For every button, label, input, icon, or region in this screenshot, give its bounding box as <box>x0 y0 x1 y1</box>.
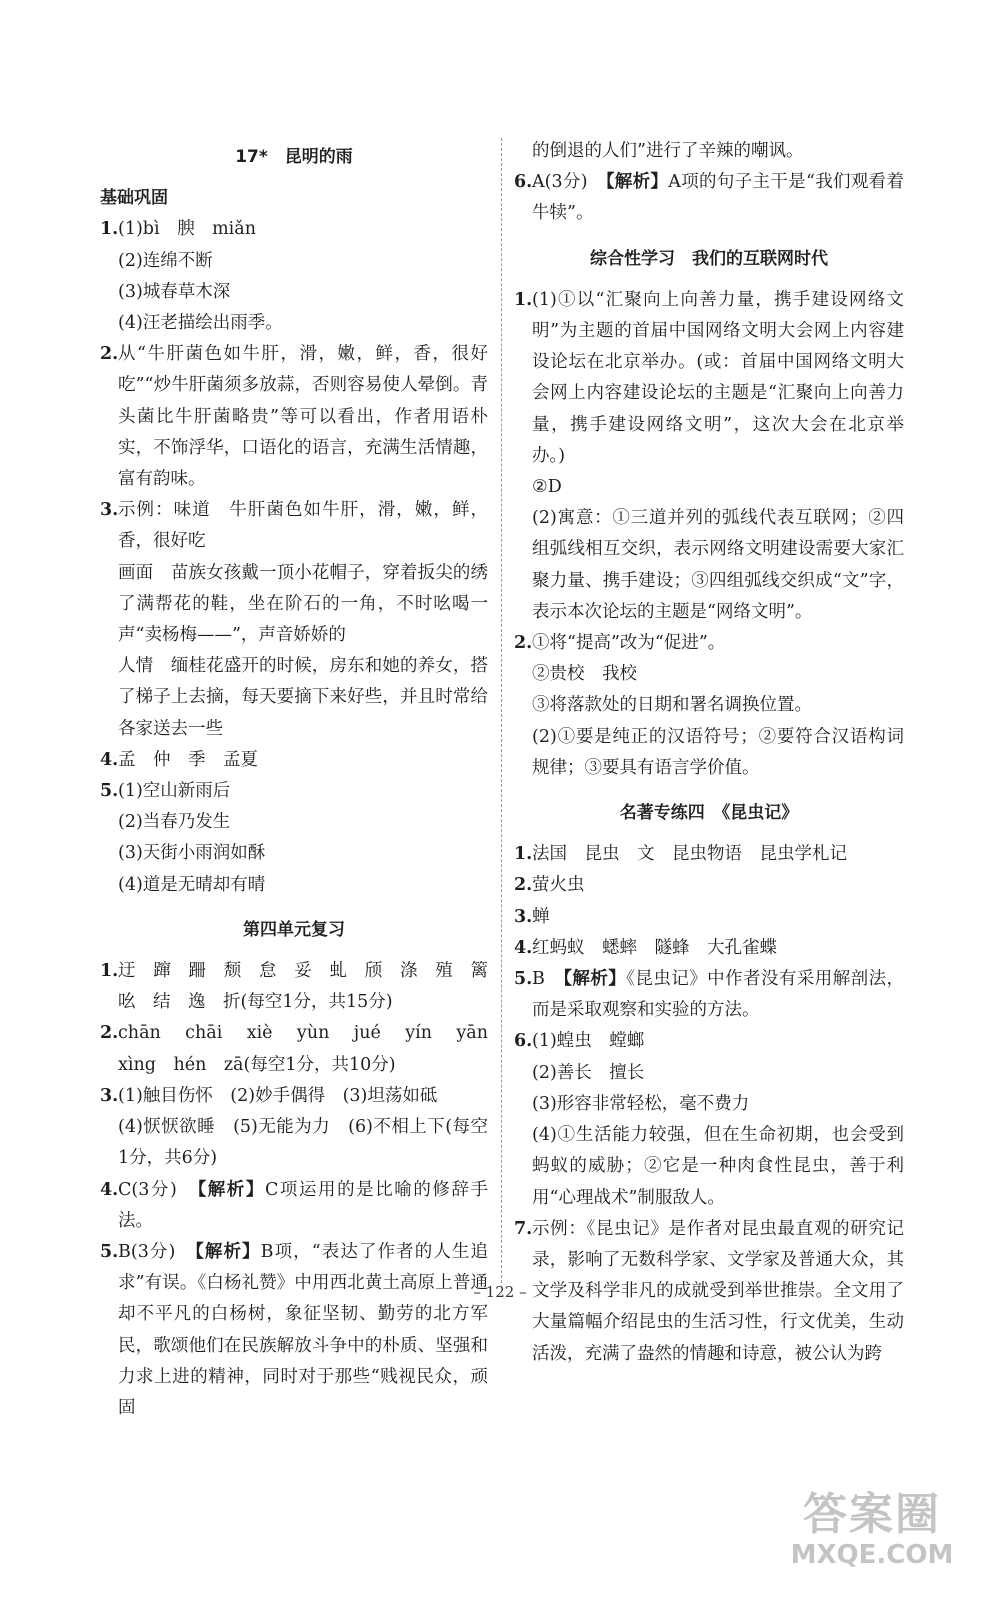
answer-text: 从“牛肝菌色如牛肝，滑，嫩，鲜，香，很好吃”“炒牛肝菌须多放蒜，否则容易使人晕倒。青头菌比牛肝菌略贵”等可以看出，作者用语朴实，不饰浮华，口语化的语言，充满生活情趣，富有韵味。 <box>118 344 488 490</box>
activity-question-1 <box>514 285 904 628</box>
answer-paragraph: (2)寓意：①三道并列的弧线代表互联网；②四组弧线相互交织，表示网络文明建设需要大家汇聚力量、携手建设；③四组弧线交织成“文”字，表示本次论坛的主题是“网络文明”。 <box>532 508 904 622</box>
question-5 <box>100 776 488 901</box>
question-number: 1. <box>514 844 533 865</box>
question-number: 7. <box>514 1218 533 1239</box>
answer-text: chān chāi xiè yùn jué yín yān xìng hén zā(每空1分，共10分) <box>118 1023 506 1075</box>
answer-line: (4)①生活能力较强，但在生命初期，也会受到蚂蚁的威胁；②它是一种肉食性昆虫，善于利用“心理战术”制服敌人。 <box>532 1125 904 1208</box>
review-question-1 <box>100 956 506 1018</box>
analysis-label: 【解析】 <box>195 1241 261 1262</box>
column-divider <box>501 138 502 1288</box>
lesson-title: 17* 昆明的雨 <box>235 147 353 167</box>
question-number: 5. <box>100 1241 119 1262</box>
classic-question-1 <box>514 839 904 870</box>
analysis-text: C项运用的是比喻的修辞手法。 <box>118 1179 489 1231</box>
answer-text: 孟 仲 季 孟夏 <box>118 749 258 770</box>
answer-line: (4)恹恹欲睡 (5)无能为力 (6)不相上下(每空1分，共6分) <box>118 1117 488 1169</box>
question-number: 3. <box>100 500 119 521</box>
page-number: – 122 – <box>473 1283 527 1301</box>
question-number: 2. <box>100 344 119 365</box>
answer-line: ①将“提高”改为“促进”。 <box>532 633 726 654</box>
answer-line: 示例：味道 牛肝菌色如牛肝，滑，嫩，鲜，香，很好吃 <box>118 500 488 552</box>
question-4 <box>100 745 488 776</box>
answer-choice: A(3分) <box>532 172 606 193</box>
question-1 <box>100 214 488 339</box>
classic-question-6 <box>514 1026 904 1213</box>
watermark-text: 答案圈 <box>803 1489 941 1540</box>
answer-text: 迂 蹿 跚 颓 怠 妥 虬 颀 涤 殖 篱 吆 结 逸 折(每空1分，共15分) <box>118 961 506 1013</box>
answer-line: (2)①要是纯正的汉语符号；②要符合汉语构词规律；③要具有语言学价值。 <box>532 726 904 778</box>
answer-line: (3)城春草木深 <box>118 281 231 302</box>
analysis-label: 【解析】 <box>563 969 627 990</box>
answer-line: (2)连绵不断 <box>118 250 213 271</box>
answer-line: (4)汪老描绘出雨季。 <box>118 313 283 334</box>
review-question-3 <box>100 1081 488 1175</box>
analysis-text: A项的句子主干是“我们观看着牛犊”。 <box>532 172 904 224</box>
right-column <box>514 136 904 1370</box>
answer-line: ②D <box>532 477 562 498</box>
answer-line: (2)善长 擅长 <box>532 1062 645 1083</box>
answer-line: (2)当春乃发生 <box>118 812 231 833</box>
question-number: 6. <box>514 1031 533 1052</box>
question-number: 4. <box>514 937 533 958</box>
classic-question-4 <box>514 933 904 964</box>
activity-title: 综合性学习 我们的互联网时代 <box>590 248 828 269</box>
question-2 <box>100 339 488 495</box>
review-question-6 <box>514 167 904 229</box>
analysis-label: 【解析】 <box>197 1179 265 1200</box>
question-number: 3. <box>514 906 533 927</box>
watermark-logo <box>772 1490 972 1576</box>
question-number: 1. <box>100 961 119 982</box>
answer-line: ③将落款处的日期和署名调换位置。 <box>532 695 812 716</box>
answer-text: 萤火虫 <box>532 875 585 896</box>
watermark-url: MXQE.COM <box>790 1540 954 1570</box>
analysis-text: B项，“表达了作者的人生追求”有误。《白杨礼赞》中用西北黄土高原上普通却不平凡的白杨树，象征坚韧、勤劳的北方军民，歌颂他们在民族解放斗争中的朴质、坚强和力求上进的精神，同时对于那些“贱视民众，顽固 <box>118 1241 488 1418</box>
answer-line: (1)蝗虫 螳螂 <box>532 1031 645 1052</box>
answer-paragraph: (1)①以“汇聚向上向善力量，携手建设网络文明”为主题的首届中国网络文明大会网上内容建设论坛在北京举办。(或：首届中国网络文明大会网上内容建设论坛的主题是“汇聚向上向善力量，携手建设网络文明”，这次大会在北京举办。) <box>532 289 904 466</box>
answer-line: 画面 苗族女孩戴一顶小花帽子，穿着扳尖的绣了满帮花的鞋，坐在阶石的一角，不时吆喝一声“卖杨梅——”，声音娇娇的 <box>118 562 488 646</box>
classic-title: 名著专练四 《昆虫记》 <box>619 803 799 824</box>
question-number: 4. <box>100 749 119 770</box>
activity-question-2 <box>514 628 904 784</box>
answer-choice: B <box>532 969 564 990</box>
answer-text: 红蚂蚁 蟋蟀 隧蜂 大孔雀蝶 <box>532 937 777 958</box>
question-3 <box>100 495 488 745</box>
review-question-2 <box>100 1018 506 1080</box>
question-number: 4. <box>100 1179 119 1200</box>
question-number: 5. <box>514 969 533 990</box>
classic-question-2 <box>514 870 904 901</box>
review-question-4 <box>100 1175 488 1237</box>
review-title: 第四单元复习 <box>243 919 345 940</box>
answer-line: (1)bì 腴 miǎn <box>118 219 256 240</box>
section-basic-heading: 基础巩固 <box>100 188 168 209</box>
question-number: 5. <box>100 781 119 802</box>
classic-question-3 <box>514 902 904 933</box>
answer-line: (3)形容非常轻松，毫不费力 <box>532 1093 750 1114</box>
question-number: 2. <box>514 633 533 654</box>
analysis-text: 《昆虫记》中作者没有采用解剖法，而是采取观察和实验的方法。 <box>532 969 905 1021</box>
question-number: 1. <box>514 289 533 310</box>
question-number: 1. <box>100 219 119 240</box>
answer-choice: B(3分) <box>118 1241 196 1262</box>
review-question-5 <box>100 1237 488 1424</box>
answer-choice: C(3分) <box>118 1179 198 1200</box>
answer-line: (1)空山新雨后 <box>118 781 231 802</box>
answer-line: ②贵校 我校 <box>532 664 637 685</box>
question-number: 6. <box>514 172 533 193</box>
question-number: 3. <box>100 1085 119 1106</box>
analysis-label: 【解析】 <box>605 172 669 193</box>
answer-line: (3)天街小雨润如酥 <box>118 843 266 864</box>
continued-text: 的倒退的人们”进行了辛辣的嘲讽。 <box>532 141 804 161</box>
answer-line: (4)道是无晴却有晴 <box>118 874 266 895</box>
answer-text: 法国 昆虫 文 昆虫物语 昆虫学札记 <box>532 844 847 865</box>
question-number: 2. <box>514 875 533 896</box>
classic-question-5 <box>514 964 904 1026</box>
answer-text: 蝉 <box>532 906 550 927</box>
answer-text: 示例：《昆虫记》是作者对昆虫最直观的研究记录，影响了无数科学家、文学家及普通大众，其文学及科学非凡的成就受到举世推崇。全文用了大量篇幅介绍昆虫的生活习性，行文优美，生动活泼，充满了盎然的情趣和诗意，被公认为跨 <box>532 1218 904 1364</box>
answer-line: 人情 缅桂花盛开的时候，房东和她的养女，搭了梯子上去摘，每天要摘下来好些，并且时常给各家送去一些 <box>118 656 488 739</box>
question-number: 2. <box>100 1023 119 1044</box>
answer-line: (1)触目伤怀 (2)妙手偶得 (3)坦荡如砥 <box>118 1085 438 1106</box>
